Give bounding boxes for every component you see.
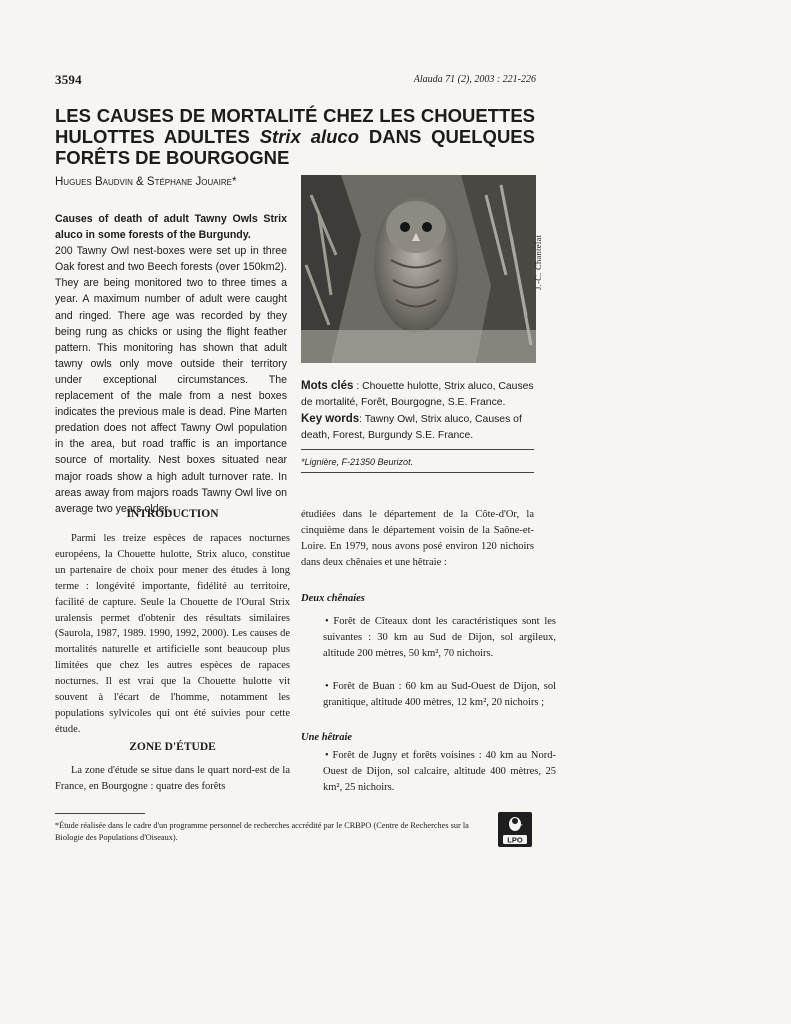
title-species: Strix aluco — [259, 126, 360, 147]
keywords-block — [301, 378, 534, 444]
puffin-icon — [498, 812, 532, 847]
authors: Hugues Baudvin & Stéphane Jouaire* — [55, 176, 237, 188]
author-address: *Lignière, F-21350 Beurizot. — [301, 457, 414, 467]
abstract-title: Causes of death of adult Tawny Owls Strix aluco in some forests of the Burgundy. — [55, 213, 287, 242]
introduction-heading: INTRODUCTION — [126, 508, 219, 520]
bullet-citeaux: • Forêt de Cîteaux dont les caractéristiques sont les suivantes : 30 km au Sud de Dijon, sol argileux, altitude 200 mètres, 50 km², 70 nichoirs. — [323, 616, 556, 659]
footnote: *Étude réalisée dans le cadre d'un programme personnel de recherches accrédité par le CRBPO (Centre de Recherches sur la Biologie des Populations d'Oiseaux). — [55, 821, 469, 842]
zone-text-right: étudiées dans le département de la Côte-d'Or, la cinquième dans le département voisin de la Saône-et-Loire. En 1979, nous avons posé environ 120 nichoirs dans deux chênaies et une hêtraie : — [301, 509, 534, 568]
subheading-hetraie: Une hêtraie — [301, 732, 353, 743]
zone-text-left: La zone d'étude se situe dans le quart nord-est de la France, en Bourgogne : quatre des forêts — [55, 765, 290, 792]
keywords-fr-label: Mots clés — [301, 380, 354, 392]
photo-credit: J.-C. Chantelat — [533, 234, 543, 290]
lpo-logo — [498, 812, 532, 847]
title-part-1: LES CAUSES DE MORTALITÉ CHEZ LES CHOUETTES HULOTTES ADULTES — [55, 105, 535, 147]
keywords-en-text: : Tawny Owl, Strix aluco, Causes of death, Forest, Burgundy S.E. France. — [301, 414, 522, 441]
address-divider — [301, 472, 534, 473]
bullet-buan: • Forêt de Buan : 60 km au Sud-Ouest de Dijon, sol granitique, altitude 400 mètres, 12 km², 20 nichoirs ; — [323, 681, 556, 708]
title-part-2: DANS QUELQUES FORÊTS DE BOURGOGNE — [55, 126, 535, 168]
subheading-chenaies: Deux chênaies — [301, 593, 365, 604]
owl-photo-icon — [301, 175, 536, 363]
keywords-en-label: Key words — [301, 413, 360, 425]
keywords-fr — [301, 378, 534, 411]
zone-heading: ZONE D'ÉTUDE — [129, 741, 216, 753]
footnote-divider — [55, 813, 145, 814]
owl-photo — [301, 175, 536, 363]
logo-text: LPO — [507, 835, 523, 845]
keywords-divider — [301, 449, 534, 450]
journal-reference: Alauda 71 (2), 2003 : 221-226 — [413, 74, 536, 85]
keywords-fr-text: : Chouette hulotte, Strix aluco, Causes de mortalité, Forêt, Bourgogne, S.E. France. — [301, 381, 534, 408]
bullet-jugny: • Forêt de Jugny et forêts voisines : 40 km au Nord-Ouest de Dijon, sol calcaire, altitude 400 mètres, 25 km², 25 nichoirs. — [323, 750, 556, 793]
article-title — [55, 105, 535, 168]
introduction-text: Parmi les treize espèces de rapaces nocturnes européens, la Chouette hulotte, Strix aluco, constitue un partenaire de choix pour mener des études à long terme : longévité importante, fidélité au territoire, facilité de capture. Seule la Chouette de l'Oural Strix uralensis permet d'obtenir des résultats similaires (Saurola, 1987, 1989. 1990, 1992, 2000). Les causes de mortalités naturelle et artificielle sont beaucoup plus limitées que chez les autres espèces de rapaces nocturnes. Il est vrai que la Chouette hulotte vit souvent à l'écart de l'homme, notamment les populations sylvicoles qui ont été suivies pour cette étude. — [55, 533, 290, 735]
abstract-text: 200 Tawny Owl nest-boxes were set up in three Oak forest and two Beech forests (over 150km2). They are being monitored two to three times a year. A maximum number of adult were caught and ringed. There age was recorded by they being rung as chicks or using the flight feather pattern. This monitoring has shown that adult tawny owls only move outside their territory under exceptional circumstances. The replacement of the male from a nest boxes indicates the previous male is dead. Pine Marten predation does not affect Tawny Owl population in the area, but road traffic is an importance source of mortality. Nest boxes situated near major roads show a high adult turnover rate. In areas away from majors roads Tawny Owl live on average two years older. — [55, 245, 287, 515]
keywords-en — [301, 411, 534, 444]
page-number: 3594 — [55, 72, 82, 87]
abstract — [55, 211, 287, 517]
